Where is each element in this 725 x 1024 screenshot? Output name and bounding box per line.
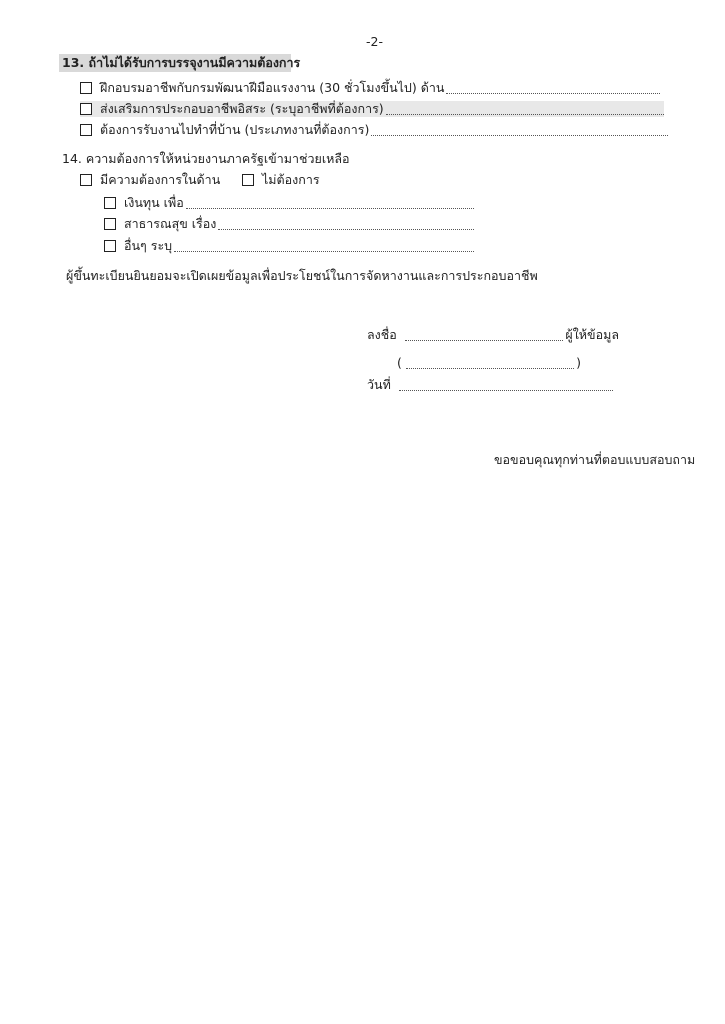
q13-option-self-employment[interactable] [80,101,664,117]
sign-label: ลงชื่อ [367,327,397,342]
q14-sub-option-funding[interactable] [104,195,474,211]
consent-text: ผู้ขึ้นทะเบียนยินยอมจะเปิดเผยข้อมูลเพื่อประโยชน์ในการจัดหางานและการประกอบอาชีพ [66,268,538,283]
fill-in-line[interactable] [371,124,668,136]
close-paren: ) [576,355,581,370]
fill-in-line[interactable] [218,218,474,230]
q14-option-need[interactable] [80,172,220,188]
checkbox[interactable] [80,174,92,186]
signature-fill-line[interactable] [405,329,564,341]
fill-in-line[interactable] [186,197,474,209]
option-label: สาธารณสุข เรื่อง [124,216,217,231]
q14-sub-option-other[interactable] [104,238,474,254]
q13-title-box [59,54,301,72]
option-label: อื่นๆ ระบุ [124,238,173,253]
page-number: -2- [366,34,383,49]
option-label: ส่งเสริมการประกอบอาชีพอิสระ (ระบุอาชีพที่ต้องการ) [100,101,384,116]
signature-line[interactable] [367,327,619,343]
q13-option-training[interactable] [80,80,660,96]
informant-label: ผู้ให้ข้อมูล [565,327,619,342]
checkbox[interactable] [104,218,116,230]
q14-option-no-need[interactable] [242,172,320,188]
checkbox[interactable] [242,174,254,186]
name-fill-line[interactable] [406,357,574,369]
open-paren: ( [397,355,402,370]
option-label: ต้องการรับงานไปทำที่บ้าน (ประเภทงานที่ต้องการ) [100,122,370,137]
checkbox[interactable] [104,240,116,252]
fill-in-line[interactable] [446,82,660,94]
q14-title: 14. ความต้องการให้หน่วยงานภาครัฐเข้ามาช่วยเหลือ [62,151,350,166]
q13-option-home-work[interactable] [80,122,668,138]
option-label: ฝึกอบรมอาชีพกับกรมพัฒนาฝีมือแรงงาน (30 ชั่วโมงขึ้นไป) ด้าน [100,80,445,95]
q14-sub-option-health[interactable] [104,216,474,232]
fill-in-line[interactable] [386,103,664,115]
date-line[interactable] [367,377,613,393]
option-label: มีความต้องการในด้าน [100,172,221,187]
date-fill-line[interactable] [399,379,613,391]
option-label: ไม่ต้องการ [262,172,320,187]
checkbox[interactable] [80,103,92,115]
q13-title: 13. ถ้าไม่ได้รับการบรรจุงานมีความต้องการ [62,55,301,70]
option-label: เงินทุน เพื่อ [124,195,184,210]
checkbox[interactable] [104,197,116,209]
date-label: วันที่ [367,377,391,392]
checkbox[interactable] [80,124,92,136]
fill-in-line[interactable] [174,240,474,252]
checkbox[interactable] [80,82,92,94]
printed-name-line[interactable] [397,355,581,371]
thanks-text: ขอขอบคุณทุกท่านที่ตอบแบบสอบถาม [494,452,696,467]
